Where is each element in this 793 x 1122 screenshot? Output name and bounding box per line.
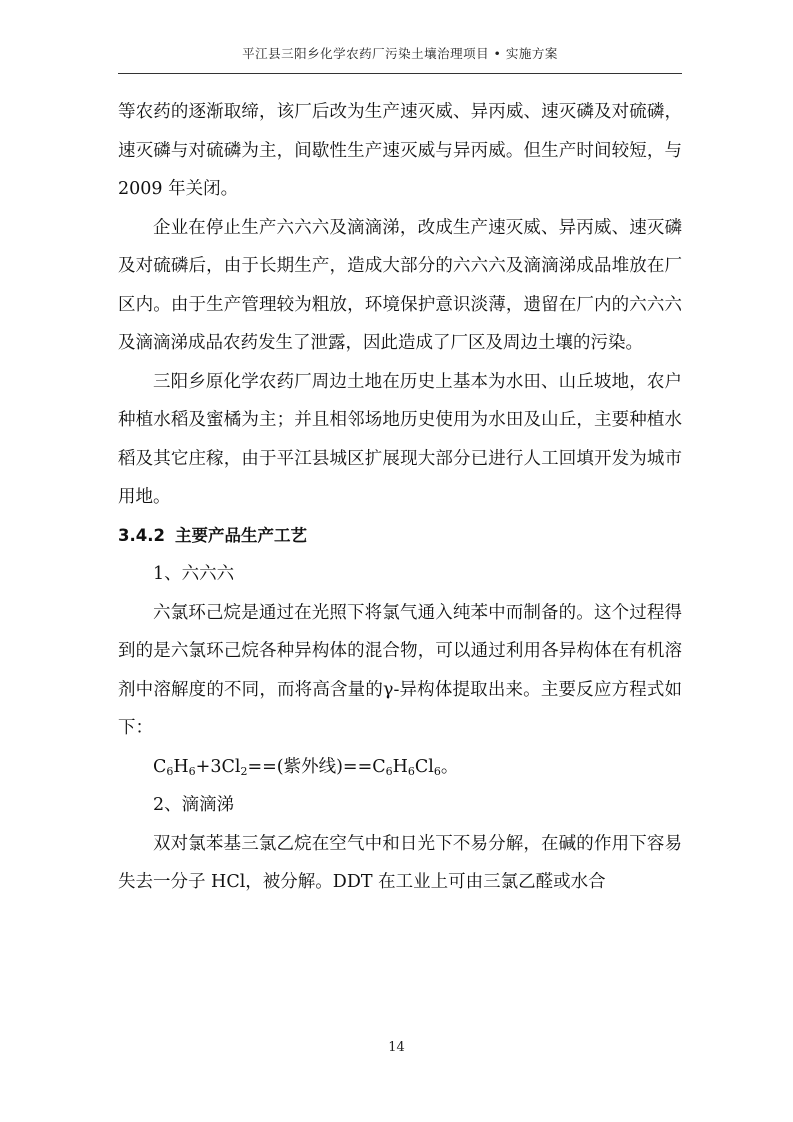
document-body — [118, 93, 682, 902]
paragraph-surroundings: 三阳乡原化学农药厂周边土地在历史上基本为水田、山丘坡地，农户种植水稻及蜜橘为主；并且相邻场地历史使用为水田及山丘，主要种植水稻及其它庄稼，由于平江县城区扩展现大部分已进行人工回填开发为城市用地。 — [118, 371, 682, 507]
paragraph-hch-process: 六氯环己烷是通过在光照下将氯气通入纯苯中而制备的。这个过程得到的是六氯环己烷各种异构体的混合物，可以通过利用各异构体在有机溶剂中溶解度的不同，而将高含量的γ-异构体提取出来。主要反应方程式如下： — [118, 602, 682, 738]
list-item-hch: 1、六六六 — [153, 564, 235, 584]
reaction-equation: $C_6H_6+3Cl_2==$(紫外线)$==C_6H_6Cl_6$。 — [153, 756, 459, 778]
header-divider — [118, 73, 682, 74]
paragraph-contamination: 企业在停止生产六六六及滴滴涕，改成生产速灭威、异丙威、速灭磷及对硫磷后，由于长期生产，造成大部分的六六六及滴滴涕成品堆放在厂区内。由于生产管理较为粗放，环境保护意识淡薄，遗留在厂内的六六六及滴滴涕成品农药发生了泄露，因此造成了厂区及周边土壤的污染。 — [118, 217, 682, 353]
page-number: 14 — [388, 1040, 405, 1055]
section-heading — [118, 517, 682, 556]
running-header: 平江县三阳乡化学农药厂污染土壤治理项目 • 实施方案 — [242, 46, 558, 61]
paragraph-ddt: 双对氯苯基三氯乙烷在空气中和日光下不易分解，在碱的作用下容易失去一分子 HCl，被分解。DDT 在工业上可由三氯乙醛或水合 — [118, 833, 682, 892]
section-number: 3.4.2 — [118, 525, 165, 545]
section-title: 主要产品生产工艺 — [174, 525, 307, 545]
list-item-ddt: 2、滴滴涕 — [153, 795, 235, 815]
paragraph-continuation: 等农药的逐渐取缔，该厂后改为生产速灭威、异丙威、速灭磷及对硫磷，速灭磷与对硫磷为主，间歇性生产速灭威与异丙威。但生产时间较短，与 2009 年关闭。 — [118, 102, 682, 199]
